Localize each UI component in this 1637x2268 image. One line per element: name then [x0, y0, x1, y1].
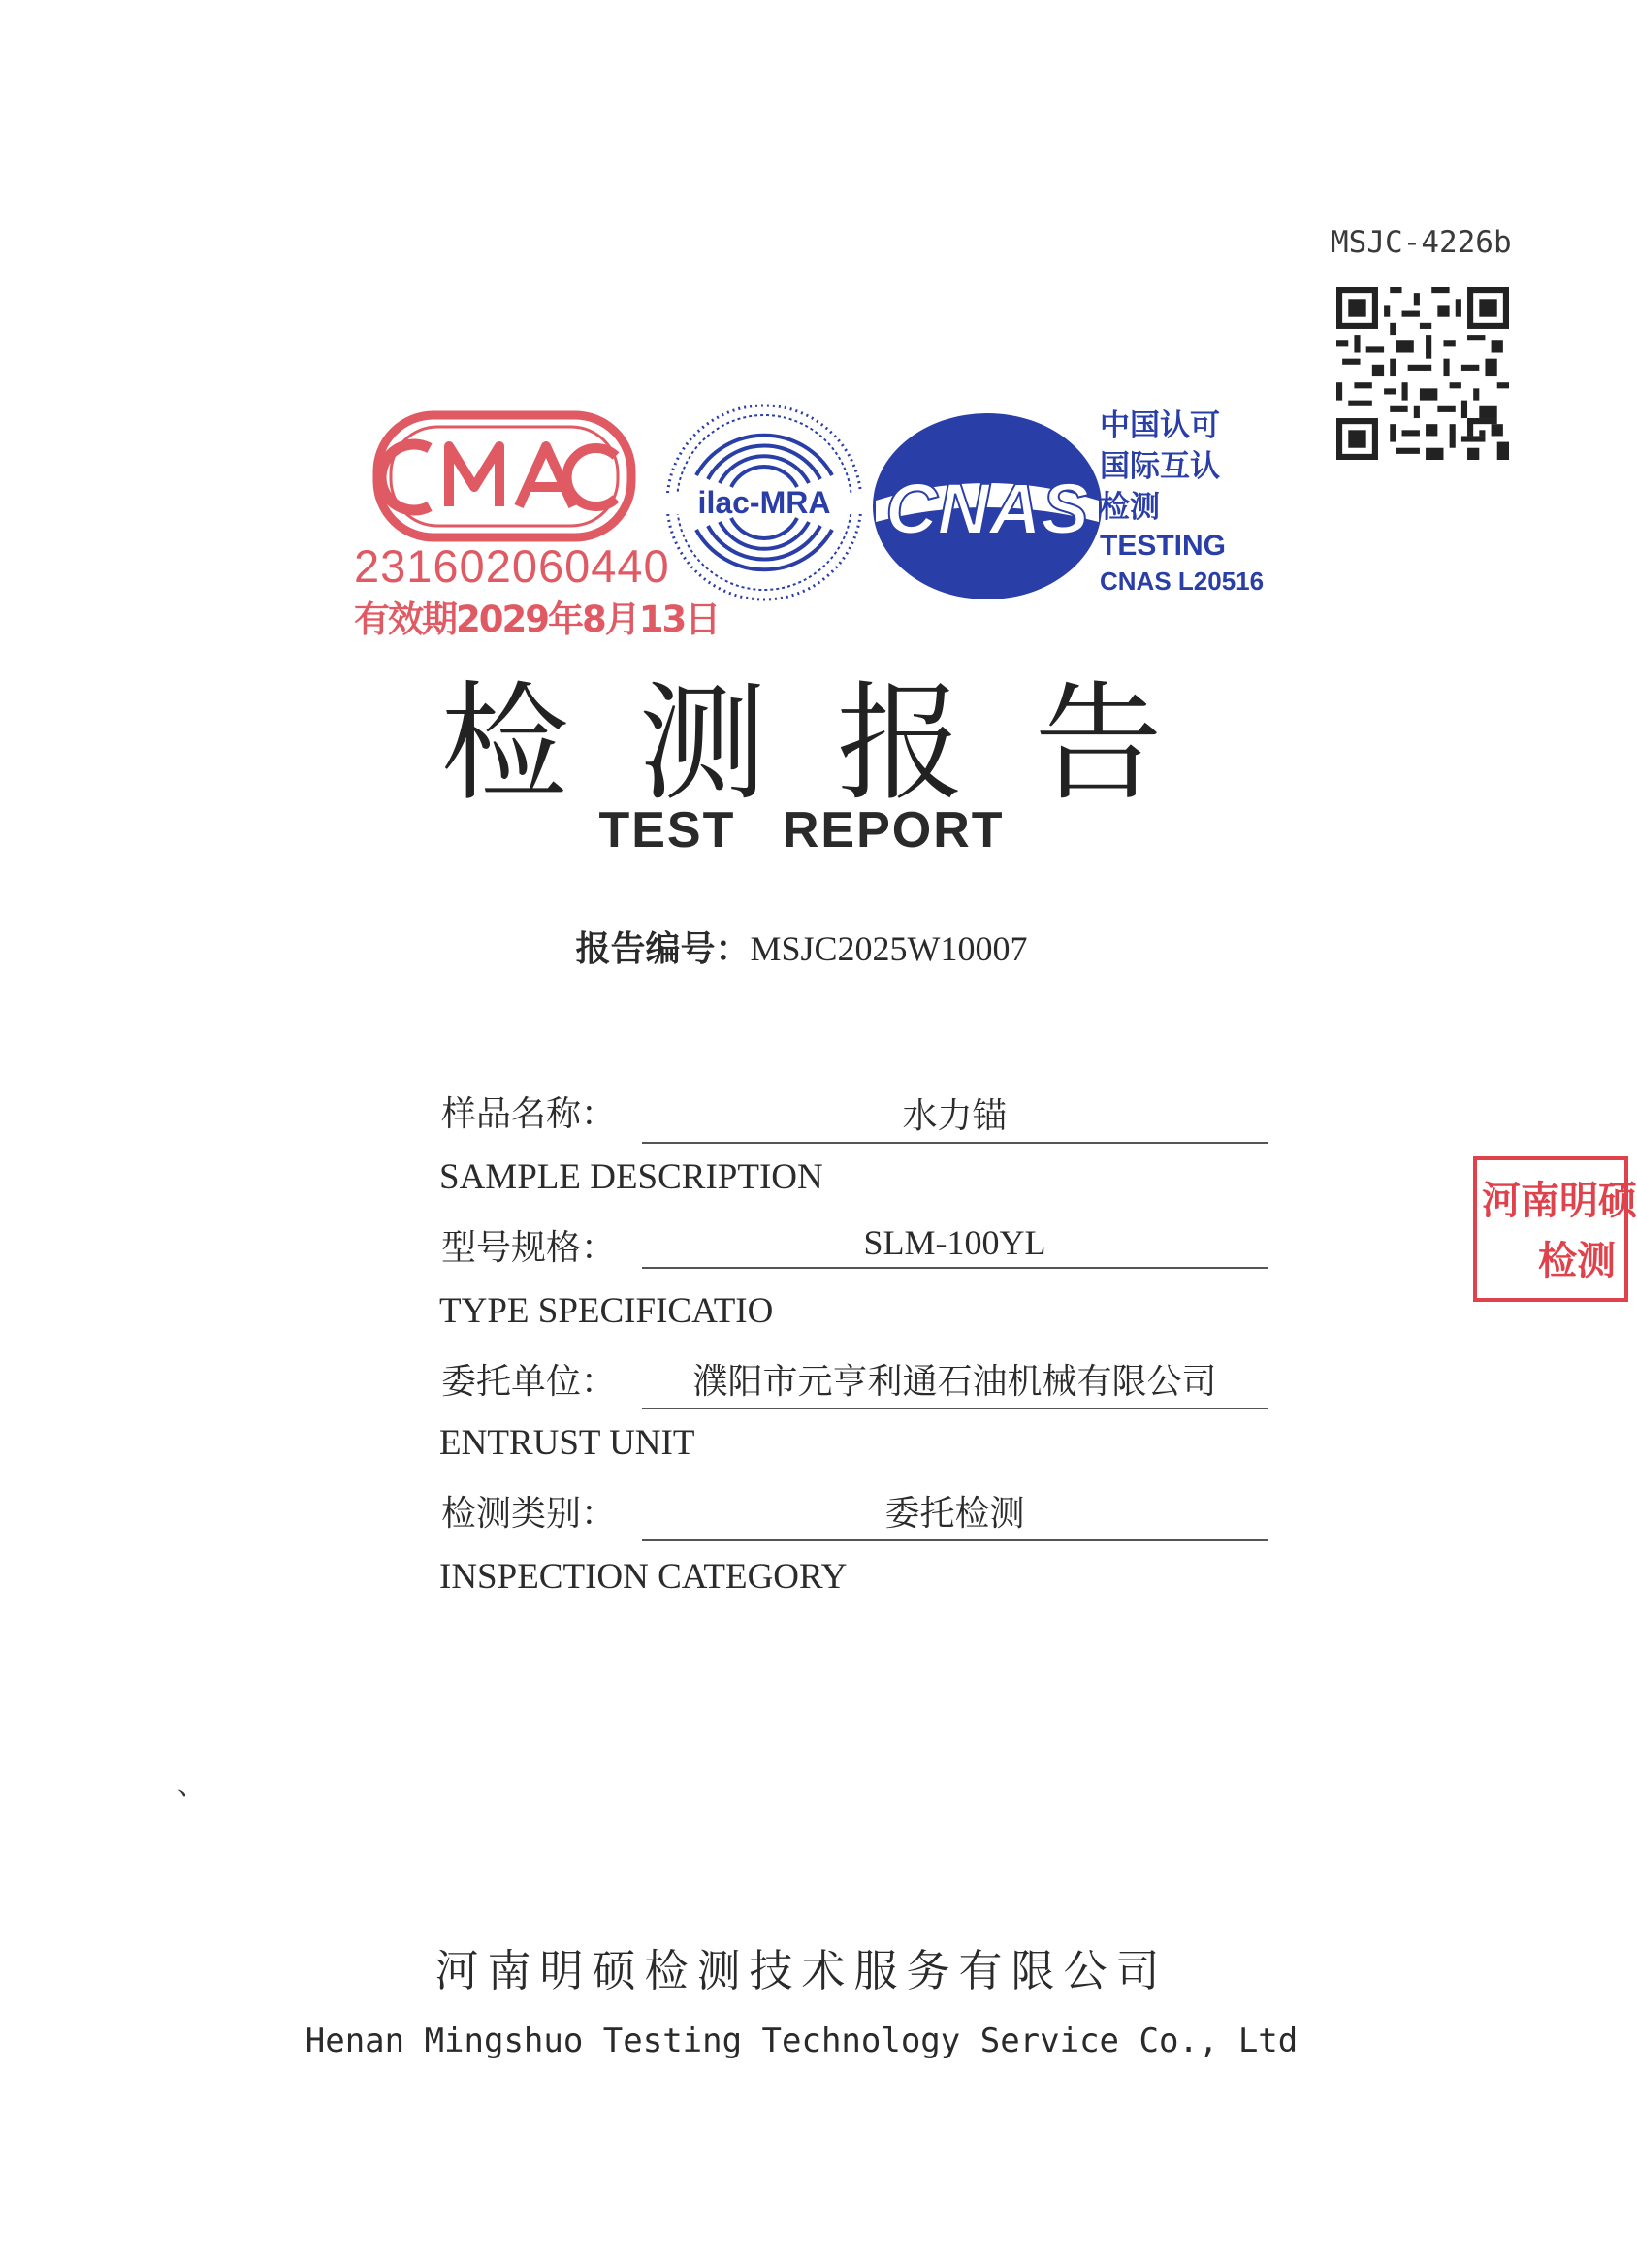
company-name-en: Henan Mingshuo Testing Technology Service Co., Ltd [305, 2022, 1299, 2060]
page-title-cn: 检测报告 [440, 669, 1233, 819]
sample-name-value: 水力锚 [642, 1088, 1268, 1144]
report-number-label: 报告编号： [575, 929, 751, 969]
inspection-category-label: 检测类别： [441, 1494, 617, 1534]
ilac-mra-seal-icon [659, 398, 868, 606]
cnas-cn-line1: 中国认可 [1100, 408, 1220, 443]
stray-mark: 、 [177, 1768, 206, 1800]
cnas-seal-icon [866, 407, 1108, 606]
model-spec-value: SLM-100YL [642, 1222, 1268, 1269]
cnas-en-line2: CNAS L20516 [1100, 567, 1265, 596]
sample-name-label: 样品名称： [441, 1094, 617, 1134]
company-stamp-line1: 河南明硕 [1482, 1179, 1637, 1223]
cma-seal-icon [373, 405, 635, 547]
model-spec-label: 型号规格： [441, 1228, 617, 1268]
entrust-unit-label-en: ENTRUST UNIT [439, 1423, 695, 1463]
sample-name-label-en: SAMPLE DESCRIPTION [439, 1157, 823, 1197]
inspection-category-label-en: INSPECTION CATEGORY [439, 1557, 848, 1597]
ilac-seal-text: ilac-MRA [697, 485, 831, 520]
cnas-seal-text: CNAS [885, 469, 1089, 549]
inspection-category-value: 委托检测 [642, 1486, 1268, 1541]
entrust-unit-label: 委托单位： [441, 1362, 617, 1402]
cnas-accreditation-text [1100, 405, 1265, 598]
cma-validity: 有效期2029年8月13日 [354, 599, 720, 640]
company-name-cn: 河南明硕检测技术服务有限公司 [434, 1945, 1169, 1996]
cnas-en-line1: TESTING [1100, 530, 1227, 562]
qr-code-icon [1336, 287, 1509, 460]
cnas-cn-line2: 国际互认 [1100, 449, 1220, 484]
model-spec-label-en: TYPE SPECIFICATIO [439, 1291, 774, 1331]
page-title-en: TEST REPORT [598, 802, 1005, 859]
document-code: MSJC-4226b [1331, 225, 1512, 260]
report-number-value: MSJC2025W10007 [750, 929, 1028, 968]
entrust-unit-value: 濮阳市元亨利通石油机械有限公司 [642, 1354, 1268, 1409]
company-stamp-line2: 检测 [1538, 1239, 1616, 1283]
cnas-cn-line3: 检测 [1100, 490, 1160, 525]
cma-number: 231602060440 [354, 540, 670, 592]
report-number [0, 922, 1603, 971]
